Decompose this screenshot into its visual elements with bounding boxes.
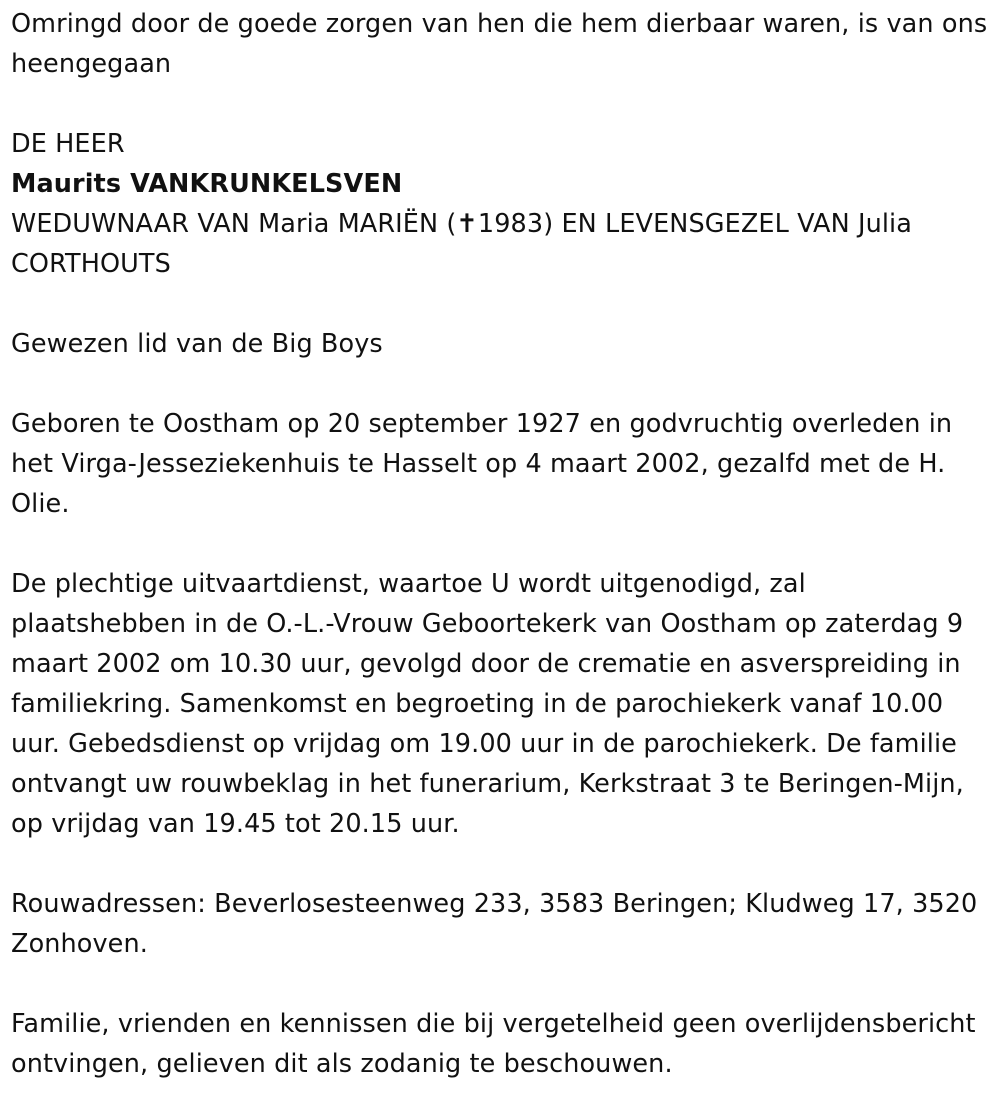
spacer: [11, 84, 989, 124]
spacer: [11, 964, 989, 1004]
funeral-text: De plechtige uitvaartdienst, waartoe U wordt uitgenodigd, zal plaatshebben in de O.-L.-Vrouw Geboortekerk van Oostham op zaterdag 9 maart 2002 om 10.30 uur, gevolgd door de crematie en asverspreiding in familiekring. Samenkomst en begroeting in de parochiekerk vanaf 10.00 uur. Gebedsdienst op vrijdag om 19.00 uur in de parochiekerk. De familie ontvangt uw rouwbeklag in het funerarium, Kerkstraat 3 te Beringen-Mijn, op vrijdag van 19.45 tot 20.15 uur.: [11, 569, 964, 839]
spacer: [11, 284, 989, 324]
spacer: [11, 844, 989, 884]
spacer: [11, 364, 989, 404]
closing-text: Familie, vrienden en kennissen die bij vergetelheid geen overlijdensbericht ontvingen, gelieven dit als zodanig te beschouwen.: [11, 1009, 976, 1079]
membership-text: Gewezen lid van de Big Boys: [11, 329, 383, 359]
obituary-notice: [11, 4, 989, 1084]
addresses-text: Rouwadressen: Beverlosesteenweg 233, 3583 Beringen; Kludweg 17, 3520 Zonhoven.: [11, 889, 978, 959]
birth-death-text: Geboren te Oostham op 20 september 1927 en godvruchtig overleden in het Virga-Jesseziekenhuis te Hasselt op 4 maart 2002, gezalfd met de H. Olie.: [11, 409, 953, 519]
honorific-title: DE HEER: [11, 129, 125, 159]
intro-text: Omringd door de goede zorgen van hen die hem dierbaar waren, is van ons heengegaan: [11, 9, 988, 79]
spacer: [11, 524, 989, 564]
relation-text: WEDUWNAAR VAN Maria MARIËN (✝1983) EN LEVENSGEZEL VAN Julia CORTHOUTS: [11, 209, 912, 279]
deceased-name: Maurits VANKRUNKELSVEN: [11, 169, 403, 199]
